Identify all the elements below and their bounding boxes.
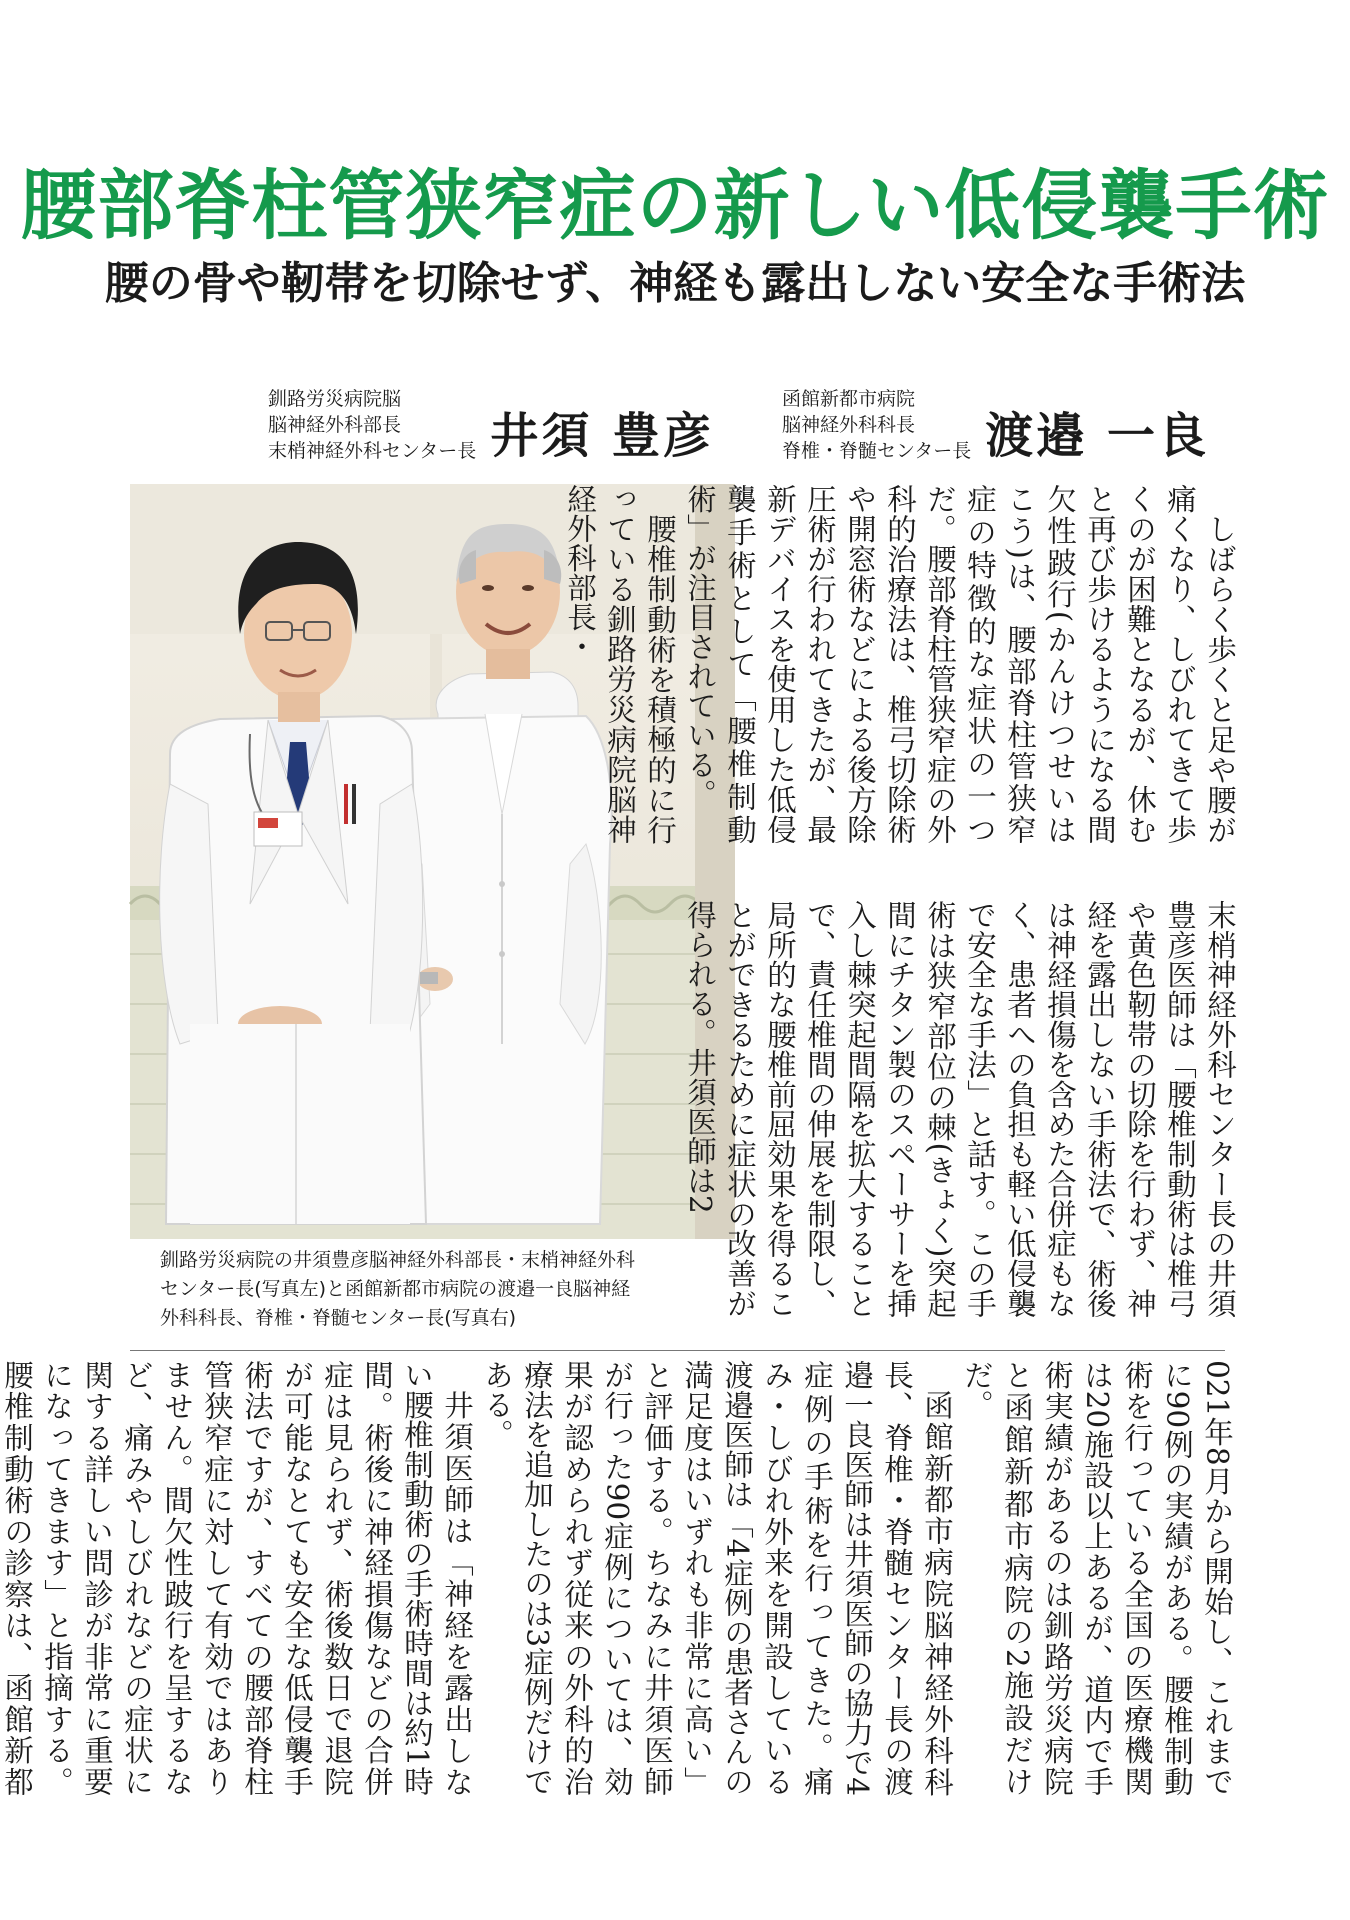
article-paragraph: 井須医師は「神経を露出しない腰椎制動術の手術時間は約1時間。術後に神経損傷などの合併症は見られず、術後数日で退院が可能なとても安全な低侵襲手術法ですが、すべての腰部脊柱管狭窄症に対して有効ではありません。間欠性跛行を呈するなど、痛みやしびれなどの症状に関する詳しい問診が非常に重要になってきます」と指摘する。腰椎制動術の診察は、函館新都 [0, 1360, 474, 1796]
doctor-2-affiliation [782, 386, 971, 464]
doctor-2-name: 渡邉 一良 [985, 408, 1209, 464]
doctor-2-affil-line: 脊椎・脊髄センター長 [782, 440, 972, 462]
doctor-1-affil-line: 末梢神経外科センター長 [268, 440, 477, 462]
caption-line: 外科科長、脊椎・脊髄センター長(写真右) [160, 1307, 517, 1329]
article-paragraph: しばらく歩くと足や腰が痛くなり、しびれてきて歩くのが困難となるが、休むと再び歩けるようになる間欠性跛行(かんけつせいはこう)は、腰部脊柱管狭窄症の特徴的な症状の一つだ。腰部脊柱管狭窄症の外科的治療法は、椎弓切除術や開窓術などによる後方除圧術が行われてきたが、最新デバイスを使用した低侵襲手術として「腰椎制動術」が注目されている。 [683, 484, 1237, 844]
article-lower-section [0, 1360, 1237, 1796]
section-divider [130, 1350, 1225, 1351]
article-paragraph: 腰椎制動術を積極的に行っている釧路労災病院脳神経外科部長・ [563, 484, 677, 844]
photo-caption [160, 1246, 635, 1333]
article-upper-left-column [683, 900, 1240, 1318]
article-paragraph: 末梢神経外科センター長の井須豊彦医師は「腰椎制動術は椎弓や黄色靭帯の切除を行わず、神経を露出しない手術法で、術後は神経損傷を含めた合併症もなく、患者への負担も軽い低侵襲で安全な手法」と話す。この手術は狭窄部位の棘(きょく)突起間にチタン製のスペーサーを挿入し棘突起間隔を拡大することで、責任椎間の伸展を制限し、局所的な腰椎前屈効果を得ることができるために症状の改善が得られる。井須医師は2 [683, 900, 1237, 1318]
doctor-1-affiliation [268, 386, 476, 464]
article-paragraph: 021年8月から開始し、これまでに90例の実績がある。腰椎制動術を行っている全国の医療機関は20施設以上あるが、道内で手術実績があるのは釧路労災病院と函館新都市病院の2施設だけだ。 [960, 1360, 1234, 1796]
article-upper-right-column [563, 484, 1240, 844]
doctor-2-affil-line: 函館新都市病院 [782, 388, 916, 410]
article-paragraph: 函館新都市病院脳神経外科科長、脊椎・脊髄センター長の渡邉一良医師は井須医師の協力で4症例の手術を行ってきた。痛み・しびれ外来を開設している渡邉医師は「4症例の患者さんの満足度はいずれも非常に高い」と評価する。ちなみに井須医師が行った90症例については、効果が認められず従来の外科的治療法を追加したのは3症例だけである。 [480, 1360, 954, 1796]
doctor-1-affil-line: 脳神経外科部長 [268, 414, 402, 436]
doctor-2-affil-line: 脳神経外科科長 [782, 414, 916, 436]
caption-line: 釧路労災病院の井須豊彦脳神経外科部長・末梢神経外科 [160, 1249, 636, 1271]
doctor-1-name: 井須 豊彦 [490, 408, 714, 464]
byline-doctor-1 [268, 386, 714, 464]
doctor-1-affil-line: 釧路労災病院脳 [268, 388, 402, 410]
subheadline: 腰の骨や靭帯を切除せず、神経も露出しない安全な手術法 [104, 258, 1246, 309]
caption-line: センター長(写真左)と函館新都市病院の渡邉一良脳神経 [160, 1278, 631, 1300]
byline-doctor-2 [782, 386, 1209, 464]
headline: 腰部脊柱管狭窄症の新しい低侵襲手術 [20, 161, 1330, 250]
